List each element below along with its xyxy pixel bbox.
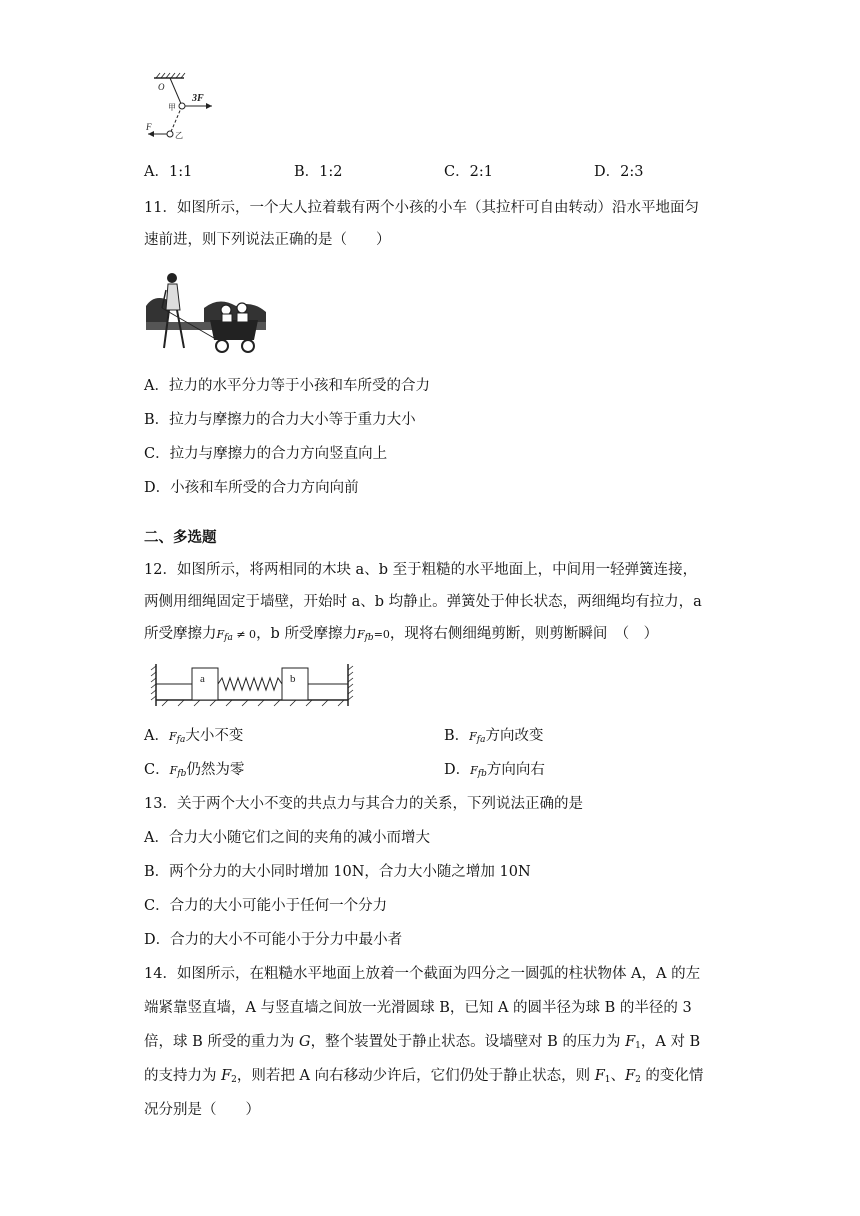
q12-figure: [150, 662, 356, 712]
q11-option-c[interactable]: C．拉力与摩擦力的合力方向竖直向上: [144, 446, 388, 462]
q14-line4a: 的支持力为: [144, 1068, 222, 1084]
q14-line3a: 倍，球 B 所受的重力为: [144, 1034, 299, 1050]
q12-option-d-label: D．: [444, 762, 471, 778]
q14-line4b: ，则若把 A 向右移动少许后，它们仍处于静止状态，则: [236, 1068, 595, 1084]
q14-f1-symbol: F: [625, 1034, 636, 1050]
q11-option-b[interactable]: B．拉力与摩擦力的合力大小等于重力大小: [144, 412, 416, 428]
q14-line5: 况分别是（ ）: [144, 1102, 260, 1118]
q14-line1: 14．如图所示，在粗糙水平地面上放着一个截面为四分之一圆弧的柱状物体 A，A 的左: [144, 966, 701, 982]
q11-stem-line1: 11．如图所示，一个大人拉着载有两个小孩的小车（其拉杆可自由转动）沿水平地面匀: [144, 200, 699, 216]
fig10-label-3f: 3F: [192, 93, 204, 104]
q12-option-b-label: B．: [444, 728, 470, 744]
q14-separator: 、: [610, 1068, 625, 1084]
q12-option-d-text: 方向向右: [486, 762, 545, 778]
q12-option-b-symbol: F: [469, 730, 477, 743]
q12-stem-line3b: ，b 所受摩擦力: [256, 626, 357, 642]
q12-stem-line3c: ，现将右侧细绳剪断，则剪断瞬间 （ ）: [389, 626, 659, 642]
q14-f1b-symbol: F: [594, 1068, 605, 1084]
q13-option-b[interactable]: B．两个分力的大小同时增加 10N，合力大小随之增加 10N: [144, 864, 531, 880]
q12-option-a[interactable]: [144, 726, 243, 750]
q12-option-d-symbol: F: [470, 764, 478, 777]
q12-stem-line3a: 所受摩擦力: [144, 626, 217, 642]
q13-option-a[interactable]: A．合力大小随它们之间的夹角的减小而增大: [144, 830, 430, 846]
q14-line4: [144, 1066, 703, 1090]
fig10-label-jia: 甲: [168, 103, 176, 112]
fig10-label-f: F: [146, 122, 152, 132]
q14-line3: [144, 1032, 700, 1056]
q14-line2: 端紧靠竖直墙，A 与竖直墙之间放一光滑圆球 B，已知 A 的圆半径为球 B 的半径的 3: [144, 1000, 692, 1016]
q12-eq-zero: =0: [373, 628, 390, 641]
q10-option-a[interactable]: A．1:1: [144, 164, 193, 180]
q12-stem-line2: 两侧用细绳固定于墙壁，开始时 a、b 均静止。弹簧处于伸长状态，两细绳均有拉力，a: [144, 594, 702, 610]
q12-neq-zero: ≠ 0: [232, 628, 257, 641]
q14-line3c: ，A 对 B: [640, 1034, 701, 1050]
q12-fig-label-a: a: [200, 673, 205, 685]
fig10-label-yi: 乙: [175, 131, 183, 140]
q12-option-a-subscript: fa: [176, 735, 186, 745]
q14-g-symbol: G: [298, 1034, 311, 1050]
q12-fa-subscript: fa: [224, 633, 233, 643]
q14-f2b-subscript: 2: [635, 1075, 641, 1085]
q12-option-d[interactable]: [444, 760, 545, 784]
q14-f2-subscript: 2: [231, 1075, 237, 1085]
q14-f2-symbol: F: [221, 1068, 232, 1084]
section-heading-multiple-choice: 二、多选题: [144, 529, 217, 546]
q14-line4c: 的变化情: [640, 1068, 704, 1084]
q12-option-c[interactable]: [144, 760, 244, 784]
q10-option-d[interactable]: D．2:3: [594, 164, 644, 180]
q12-option-c-text: 仍然为零: [186, 762, 245, 778]
q12-fb-subscript: fb: [364, 633, 374, 643]
q12-option-a-label: A．: [144, 728, 169, 744]
q11-option-d[interactable]: D．小孩和车所受的合力方向向前: [144, 480, 359, 496]
q12-fb-symbol: F: [356, 628, 365, 641]
q12-stem-line3: [144, 624, 658, 648]
q12-option-a-text: 大小不变: [185, 728, 244, 744]
q10-figure: [140, 72, 220, 144]
q12-stem-line1: 12．如图所示，将两相同的木块 a、b 至于粗糙的水平地面上，中间用一轻弹簧连接，: [144, 562, 698, 578]
q14-f1b-subscript: 1: [604, 1075, 611, 1085]
q13-stem: 13．关于两个大小不变的共点力与其合力的关系，下列说法正确的是: [144, 796, 583, 812]
q11-stem-line2: 速前进，则下列说法正确的是（ ）: [144, 232, 391, 248]
q14-line3b: ，整个装置处于静止状态。设墙壁对 B 的压力为: [310, 1034, 626, 1050]
q10-option-c[interactable]: C．2:1: [444, 164, 493, 180]
q12-option-b-text: 方向改变: [485, 728, 544, 744]
q14-f1-subscript: 1: [635, 1041, 641, 1051]
q12-option-b[interactable]: [444, 726, 544, 750]
q12-fa-symbol: F: [216, 628, 225, 641]
q14-f2b-symbol: F: [625, 1068, 636, 1084]
q12-option-c-subscript: fb: [177, 769, 187, 779]
fig10-label-o: O: [158, 82, 165, 92]
q13-option-c[interactable]: C．合力的大小可能小于任何一个分力: [144, 898, 388, 914]
q11-option-a[interactable]: A．拉力的水平分力等于小孩和车所受的合力: [144, 378, 430, 394]
q10-option-b[interactable]: B．1:2: [294, 164, 343, 180]
q12-option-d-subscript: fb: [477, 769, 487, 779]
q13-option-d[interactable]: D．合力的大小不可能小于分力中最小者: [144, 932, 403, 948]
q12-option-c-symbol: F: [169, 764, 178, 777]
q12-option-c-label: C．: [144, 762, 170, 778]
q12-fig-label-b: b: [290, 673, 296, 685]
q12-option-a-symbol: F: [168, 730, 177, 743]
q11-figure: [144, 266, 268, 356]
q12-option-b-subscript: fa: [476, 735, 486, 745]
